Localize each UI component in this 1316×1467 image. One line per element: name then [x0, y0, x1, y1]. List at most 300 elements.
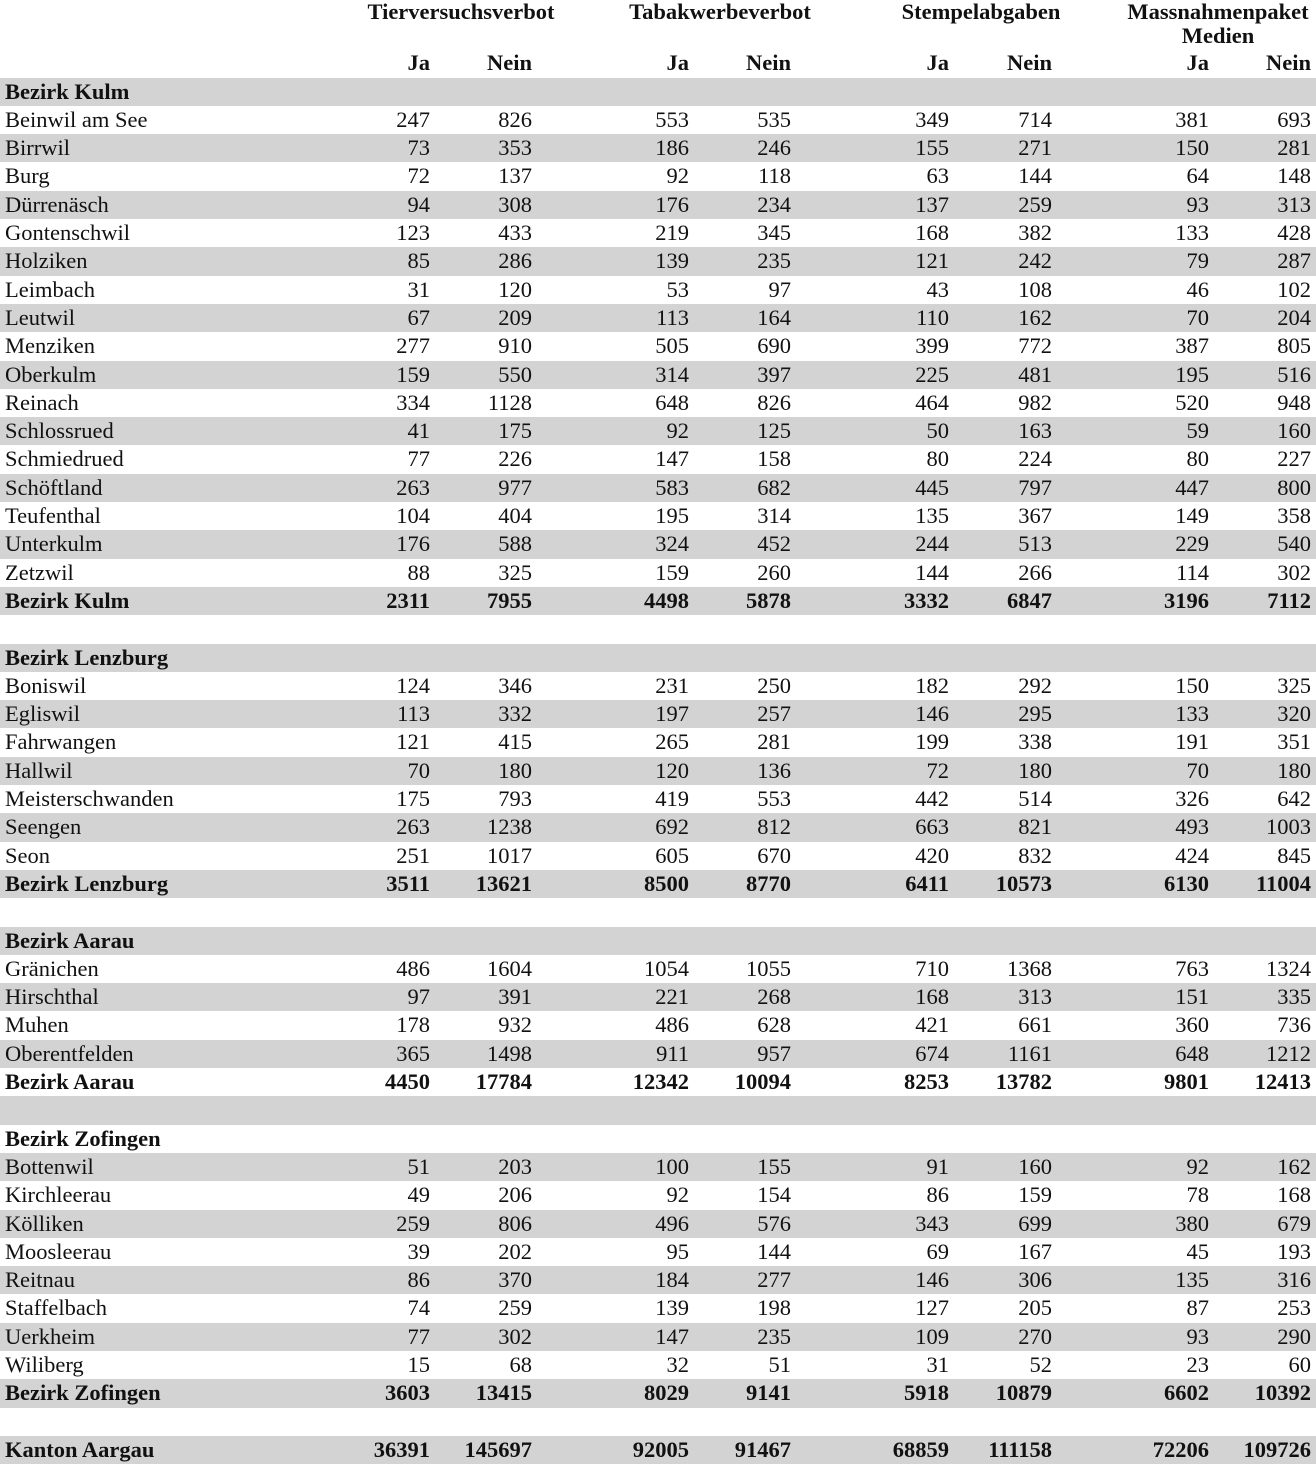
nein-count: 125 — [757, 418, 791, 444]
nein-count: 714 — [1018, 106, 1052, 132]
ja-count: 197 — [655, 701, 689, 727]
ja-count: 486 — [655, 1012, 689, 1038]
ja-count: 53 — [666, 276, 689, 302]
nein-count: 302 — [1277, 559, 1311, 585]
nein-count: 832 — [1018, 842, 1052, 868]
nein-count: 1128 — [487, 389, 532, 415]
nein-count: 670 — [757, 842, 791, 868]
nein-count: 1055 — [746, 955, 791, 981]
table-row — [0, 955, 1316, 983]
ja-count: 72206 — [1152, 1436, 1209, 1462]
ja-count: 442 — [915, 786, 949, 811]
nein-count: 576 — [757, 1210, 791, 1236]
nein-count: 52 — [1029, 1352, 1052, 1377]
nein-count: 1604 — [487, 955, 532, 981]
ja-count: 67 — [407, 304, 430, 330]
ja-count: 229 — [1175, 531, 1209, 557]
ja-count: 149 — [1175, 503, 1209, 528]
ja-count: 265 — [655, 729, 689, 755]
ja-count: 674 — [915, 1040, 949, 1066]
nein-count: 250 — [757, 672, 791, 698]
nein-count: 358 — [1277, 503, 1311, 528]
nein-count: 325 — [498, 559, 532, 585]
ja-count: 178 — [396, 1012, 430, 1038]
ja-count: 72 — [926, 757, 949, 783]
nein-count: 313 — [1277, 191, 1311, 217]
ja-count: 263 — [396, 474, 430, 500]
ja-count: 94 — [407, 191, 430, 217]
nein-count: 235 — [757, 1323, 791, 1349]
nein-count: 290 — [1277, 1323, 1311, 1349]
municipality-name: Oberkulm — [5, 361, 97, 387]
ja-count: 86 — [407, 1267, 430, 1293]
ja-count: 648 — [1175, 1040, 1209, 1066]
column-header-ja: Ja — [666, 50, 689, 75]
total-row — [0, 870, 1316, 898]
ja-count: 87 — [1186, 1295, 1209, 1321]
ja-count: 31 — [407, 276, 430, 302]
nein-count: 1238 — [487, 814, 532, 840]
nein-count: 628 — [757, 1012, 791, 1038]
nein-count: 160 — [1018, 1153, 1052, 1179]
nein-count: 982 — [1018, 389, 1052, 415]
table-row — [0, 700, 1316, 728]
ja-count: 63 — [926, 163, 949, 189]
ja-count: 3196 — [1164, 587, 1209, 613]
nein-count: 51 — [768, 1352, 791, 1377]
nein-count: 397 — [757, 361, 791, 387]
nein-count: 193 — [1277, 1238, 1311, 1264]
nein-count: 154 — [757, 1182, 791, 1208]
district-name: Kanton Aargau — [5, 1436, 155, 1462]
table-row — [0, 445, 1316, 473]
ja-count: 80 — [926, 446, 949, 472]
ja-count: 314 — [655, 361, 689, 387]
nein-count: 160 — [1277, 418, 1311, 444]
ja-count: 78 — [1186, 1182, 1209, 1208]
ja-count: 6411 — [905, 870, 949, 896]
ja-count: 605 — [655, 842, 689, 868]
nein-count: 353 — [498, 135, 532, 161]
ja-count: 4450 — [385, 1069, 430, 1094]
ja-count: 59 — [1186, 418, 1209, 444]
municipality-name: Egliswil — [5, 701, 81, 727]
municipality-name: Teufenthal — [5, 503, 101, 528]
nein-count: 957 — [757, 1040, 791, 1066]
table-row — [0, 134, 1316, 162]
municipality-name: Meisterschwanden — [5, 786, 174, 811]
total-row — [0, 1068, 1316, 1096]
municipality-name: Leutwil — [5, 304, 75, 330]
ja-count: 195 — [1175, 361, 1209, 387]
municipality-name: Leimbach — [5, 276, 95, 302]
table-row — [0, 389, 1316, 417]
nein-count: 793 — [498, 786, 532, 811]
nein-count: 550 — [498, 361, 532, 387]
ja-count: 583 — [655, 474, 689, 500]
nein-count: 826 — [757, 389, 791, 415]
nein-count: 690 — [757, 333, 791, 359]
nein-count: 370 — [498, 1267, 532, 1293]
municipality-name: Holziken — [5, 248, 88, 274]
ja-count: 92 — [1186, 1153, 1209, 1179]
table-row — [0, 219, 1316, 247]
ja-count: 121 — [396, 729, 430, 755]
nein-count: 11004 — [1255, 870, 1311, 896]
nein-count: 246 — [757, 135, 791, 161]
nein-count: 367 — [1018, 503, 1052, 528]
table-row — [0, 1011, 1316, 1039]
ja-count: 23 — [1186, 1352, 1209, 1377]
nein-count: 1161 — [1007, 1040, 1052, 1066]
table-row — [0, 417, 1316, 445]
ja-count: 343 — [915, 1210, 949, 1236]
municipality-name: Unterkulm — [5, 531, 103, 557]
nein-count: 159 — [1018, 1182, 1052, 1208]
municipality-name: Kirchleerau — [5, 1182, 112, 1208]
municipality-name: Gontenschwil — [5, 220, 130, 245]
municipality-name: Reinach — [5, 389, 79, 415]
ja-count: 137 — [915, 191, 949, 217]
topic-header-stempelabgaben: Stempelabgaben — [901, 0, 1061, 24]
nein-count: 320 — [1277, 701, 1311, 727]
nein-count: 120 — [498, 276, 532, 302]
ja-count: 91 — [926, 1153, 949, 1179]
nein-count: 17784 — [475, 1069, 532, 1094]
ja-count: 72 — [407, 163, 430, 189]
nein-count: 148 — [1277, 163, 1311, 189]
nein-count: 932 — [498, 1012, 532, 1038]
nein-count: 144 — [757, 1238, 791, 1264]
nein-count: 13415 — [475, 1380, 532, 1406]
nein-count: 260 — [757, 559, 791, 585]
spacer-row — [0, 1096, 1316, 1124]
nein-count: 514 — [1018, 786, 1052, 811]
nein-count: 382 — [1018, 220, 1052, 245]
nein-count: 10879 — [995, 1380, 1052, 1406]
nein-count: 6847 — [1007, 587, 1052, 613]
nein-count: 948 — [1277, 389, 1311, 415]
ja-count: 176 — [396, 531, 430, 557]
ja-count: 464 — [915, 389, 949, 415]
nein-count: 805 — [1277, 333, 1311, 359]
ja-count: 380 — [1175, 1210, 1209, 1236]
ja-count: 49 — [407, 1182, 430, 1208]
ja-count: 2311 — [386, 587, 430, 613]
nein-count: 242 — [1018, 248, 1052, 274]
ja-count: 420 — [915, 842, 949, 868]
ja-count: 150 — [1175, 672, 1209, 698]
table-row — [0, 842, 1316, 870]
ja-count: 176 — [655, 191, 689, 217]
nein-count: 203 — [498, 1153, 532, 1179]
ja-count: 124 — [396, 672, 430, 698]
ja-count: 100 — [655, 1153, 689, 1179]
table-row — [0, 813, 1316, 841]
total-row — [0, 587, 1316, 615]
ja-count: 77 — [407, 1323, 430, 1349]
nein-count: 812 — [757, 814, 791, 840]
nein-count: 136 — [757, 757, 791, 783]
municipality-name: Muhen — [5, 1012, 69, 1038]
ja-count: 159 — [396, 361, 430, 387]
nein-count: 772 — [1018, 333, 1052, 359]
ja-count: 147 — [655, 1323, 689, 1349]
nein-count: 253 — [1277, 1295, 1311, 1321]
ja-count: 225 — [915, 361, 949, 387]
ja-count: 365 — [396, 1040, 430, 1066]
ja-count: 74 — [407, 1295, 430, 1321]
ja-count: 104 — [396, 503, 430, 528]
ja-count: 493 — [1175, 814, 1209, 840]
ja-count: 73 — [407, 135, 430, 161]
municipality-name: Schmiedrued — [5, 446, 124, 472]
ja-count: 92 — [666, 1182, 689, 1208]
ja-count: 41 — [407, 418, 430, 444]
nein-count: 553 — [757, 786, 791, 811]
municipality-name: Burg — [5, 163, 50, 189]
ja-count: 182 — [915, 672, 949, 698]
column-header-ja: Ja — [926, 50, 949, 75]
table-row — [0, 1266, 1316, 1294]
topic-header-massnahmenpaket-medien: Massnahmenpaket Medien — [1127, 0, 1309, 48]
nein-count: 205 — [1018, 1295, 1052, 1321]
table-row — [0, 1040, 1316, 1068]
nein-count: 10573 — [995, 870, 1052, 896]
nein-count: 13782 — [995, 1069, 1052, 1094]
nein-count: 335 — [1277, 984, 1311, 1010]
nein-count: 281 — [757, 729, 791, 755]
municipality-name: Staffelbach — [5, 1295, 108, 1321]
ja-count: 12342 — [632, 1069, 689, 1094]
nein-count: 1003 — [1266, 814, 1311, 840]
municipality-name: Hallwil — [5, 757, 73, 783]
ja-count: 186 — [655, 135, 689, 161]
nein-count: 102 — [1277, 276, 1311, 302]
ja-count: 146 — [915, 701, 949, 727]
ja-count: 159 — [655, 559, 689, 585]
municipality-name: Dürrenäsch — [5, 191, 109, 217]
nein-count: 168 — [1277, 1182, 1311, 1208]
nein-count: 1498 — [487, 1040, 532, 1066]
municipality-name: Fahrwangen — [5, 729, 117, 755]
ja-count: 133 — [1175, 220, 1209, 245]
district-name: Bezirk Lenzburg — [5, 870, 169, 896]
district-name: Bezirk Aarau — [5, 1069, 135, 1094]
nein-count: 257 — [757, 701, 791, 727]
nein-count: 227 — [1277, 446, 1311, 472]
ja-count: 113 — [397, 701, 430, 727]
ja-count: 64 — [1186, 163, 1209, 189]
nein-count: 118 — [758, 163, 791, 189]
ja-count: 151 — [1175, 984, 1209, 1010]
nein-count: 513 — [1018, 531, 1052, 557]
ja-count: 334 — [396, 389, 430, 415]
ja-count: 445 — [915, 474, 949, 500]
nein-count: 404 — [498, 503, 532, 528]
nein-count: 302 — [498, 1323, 532, 1349]
column-header-nein: Nein — [1007, 50, 1052, 75]
ja-count: 349 — [915, 106, 949, 132]
table-row — [0, 502, 1316, 530]
nein-count: 167 — [1018, 1238, 1052, 1264]
column-header-nein: Nein — [487, 50, 532, 75]
nein-count: 111158 — [988, 1436, 1052, 1462]
nein-count: 821 — [1018, 814, 1052, 840]
nein-count: 292 — [1018, 672, 1052, 698]
ja-count: 123 — [396, 220, 430, 245]
district-heading-row — [0, 1125, 1316, 1153]
ja-count: 70 — [1186, 757, 1209, 783]
municipality-name: Kölliken — [5, 1210, 84, 1236]
nein-count: 235 — [757, 248, 791, 274]
nein-count: 202 — [498, 1238, 532, 1264]
municipality-name: Wiliberg — [5, 1352, 84, 1377]
district-heading-row — [0, 644, 1316, 672]
ja-count: 419 — [655, 786, 689, 811]
ja-count: 88 — [407, 559, 430, 585]
topic-header-tierversuchsverbot: Tierversuchsverbot — [367, 0, 555, 24]
ja-count: 175 — [396, 786, 430, 811]
nein-count: 162 — [1277, 1153, 1311, 1179]
nein-count: 97 — [768, 276, 791, 302]
district-name: Bezirk Lenzburg — [5, 644, 169, 670]
ja-count: 93 — [1186, 191, 1209, 217]
municipality-name: Hirschthal — [5, 984, 99, 1010]
nein-count: 910 — [498, 333, 532, 359]
nein-count: 13621 — [475, 870, 532, 896]
nein-count: 268 — [757, 984, 791, 1010]
ja-count: 120 — [655, 757, 689, 783]
nein-count: 800 — [1277, 474, 1311, 500]
municipality-name: Reitnau — [5, 1267, 75, 1293]
ja-count: 9801 — [1164, 1069, 1209, 1094]
nein-count: 108 — [1018, 276, 1052, 302]
district-name: Bezirk Kulm — [5, 78, 130, 104]
ja-count: 31 — [926, 1352, 949, 1377]
total-row — [0, 1379, 1316, 1407]
ja-count: 277 — [396, 333, 430, 359]
ja-count: 135 — [915, 503, 949, 528]
nein-count: 682 — [757, 474, 791, 500]
nein-count: 209 — [498, 304, 532, 330]
ja-count: 486 — [396, 955, 430, 981]
table-row — [0, 474, 1316, 502]
nein-count: 226 — [498, 446, 532, 472]
nein-count: 145697 — [464, 1436, 532, 1462]
nein-count: 313 — [1018, 984, 1052, 1010]
ja-count: 199 — [915, 729, 949, 755]
nein-count: 338 — [1018, 729, 1052, 755]
nein-count: 699 — [1018, 1210, 1052, 1236]
nein-count: 164 — [757, 304, 791, 330]
ja-count: 195 — [655, 503, 689, 528]
table-row — [0, 530, 1316, 558]
ja-count: 139 — [655, 1295, 689, 1321]
ja-count: 219 — [655, 220, 689, 245]
ja-count: 520 — [1175, 389, 1209, 415]
ja-count: 3511 — [386, 870, 430, 896]
ja-count: 505 — [655, 333, 689, 359]
table-row — [0, 276, 1316, 304]
nein-count: 325 — [1277, 672, 1311, 698]
ja-count: 251 — [396, 842, 430, 868]
nein-count: 175 — [498, 418, 532, 444]
column-header-ja: Ja — [1186, 50, 1209, 75]
table-row — [0, 332, 1316, 360]
nein-count: 180 — [498, 757, 532, 783]
nein-count: 977 — [498, 474, 532, 500]
ja-count: 553 — [655, 106, 689, 132]
nein-count: 642 — [1277, 786, 1311, 811]
ja-count: 144 — [915, 559, 949, 585]
nein-count: 693 — [1277, 106, 1311, 132]
ja-count: 39 — [407, 1238, 430, 1264]
table-row — [0, 1210, 1316, 1238]
ja-count: 710 — [915, 955, 949, 981]
nein-count: 516 — [1277, 361, 1311, 387]
table-row — [0, 361, 1316, 389]
ja-count: 32 — [666, 1352, 689, 1377]
ja-count: 146 — [915, 1267, 949, 1293]
nein-count: 259 — [1018, 191, 1052, 217]
table-row — [0, 1153, 1316, 1181]
ja-count: 263 — [396, 814, 430, 840]
ja-count: 92 — [666, 418, 689, 444]
table-row — [0, 1181, 1316, 1209]
nein-count: 736 — [1277, 1012, 1311, 1038]
ja-count: 447 — [1175, 474, 1209, 500]
ja-count: 133 — [1175, 701, 1209, 727]
ja-count: 326 — [1175, 786, 1209, 811]
nein-count: 5878 — [746, 587, 791, 613]
spacer-row — [0, 1408, 1316, 1436]
nein-count: 277 — [757, 1267, 791, 1293]
nein-count: 481 — [1018, 361, 1052, 387]
nein-count: 845 — [1277, 842, 1311, 868]
table-row — [0, 1323, 1316, 1351]
ja-count: 1054 — [644, 955, 689, 981]
ja-count: 46 — [1186, 276, 1209, 302]
ja-count: 247 — [396, 106, 430, 132]
district-name: Bezirk Zofingen — [5, 1125, 161, 1151]
nein-count: 198 — [757, 1295, 791, 1321]
nein-count: 259 — [498, 1295, 532, 1321]
municipality-name: Birrwil — [5, 135, 70, 161]
nein-count: 204 — [1277, 304, 1311, 330]
ja-count: 221 — [655, 984, 689, 1010]
table-row — [0, 559, 1316, 587]
ja-count: 5918 — [904, 1380, 949, 1406]
ja-count: 92 — [666, 163, 689, 189]
ja-count: 4498 — [644, 587, 689, 613]
nein-count: 452 — [757, 531, 791, 557]
nein-count: 306 — [1018, 1267, 1052, 1293]
ja-count: 80 — [1186, 446, 1209, 472]
nein-count: 234 — [757, 191, 791, 217]
ja-count: 231 — [655, 672, 689, 698]
nein-count: 679 — [1277, 1210, 1311, 1236]
ja-count: 3332 — [904, 587, 949, 613]
municipality-name: Boniswil — [5, 672, 87, 698]
ja-count: 191 — [1175, 729, 1209, 755]
nein-count: 137 — [498, 163, 532, 189]
topic-header-tabakwerbeverbot: Tabakwerbeverbot — [629, 0, 811, 24]
municipality-name: Seengen — [5, 814, 82, 840]
ja-count: 244 — [915, 531, 949, 557]
table-row — [0, 1238, 1316, 1266]
nein-count: 281 — [1277, 135, 1311, 161]
